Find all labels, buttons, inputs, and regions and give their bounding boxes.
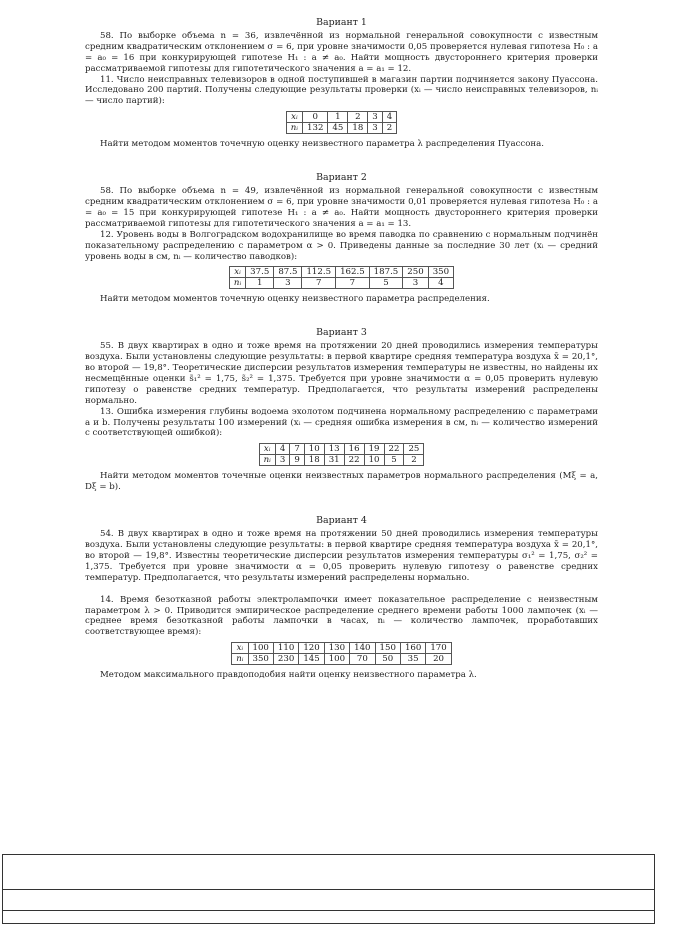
problem-text: 11. Число неисправных телевизоров в одной поступившей в магазин партии подчиняется закону Пуассона. Исследовано 200 партий. Получены следующие результаты проверки (xᵢ — число неисправных телевизоров, nᵢ — число партий):: [85, 74, 598, 107]
row-label: xᵢ: [229, 267, 245, 278]
variant-title: Вариант 3: [316, 327, 367, 339]
table-cell: 87.5: [274, 267, 302, 278]
frequency-table: [286, 111, 397, 134]
table-cell: 3: [275, 455, 289, 466]
table-cell: 140: [350, 643, 375, 654]
task-text: Найти методом моментов точечную оценку неизвестного параметра λ распределения Пуассона.: [100, 139, 544, 150]
table-cell: 70: [350, 654, 375, 665]
frequency-table: [231, 642, 452, 665]
table-cell: 7: [290, 444, 304, 455]
variant-title: Вариант 4: [316, 515, 367, 527]
table-cell: 170: [426, 643, 451, 654]
table-cell: 5: [384, 455, 404, 466]
table-cell: 1: [246, 278, 274, 289]
frequency-table-wrap: [85, 443, 598, 466]
table-cell: 130: [324, 643, 349, 654]
problem-text: 55. В двух квартирах в одно и тоже время на протяжении 20 дней проводились измерения температуры воздуха. Были установлены следующие результаты: в первой квартире средняя температура воздуха x̄ = 20,1°, во второй — 19,8°. Теоретические дисперсии результатов измерения температуры не известны, но найдены их несмещённые оценки s̃₁² = 1,75, s̃₂² = 1,375. Требуется при уровне значимости α = 0,05 проверить нулевую гипотезу о равенстве средних температур. Предполагается, что результаты измерений распределены нормально.: [85, 341, 598, 406]
variant-4: [85, 516, 598, 681]
footer-divider: [3, 889, 654, 890]
frequency-table-wrap: [85, 111, 598, 134]
row-label: nᵢ: [229, 278, 245, 289]
problem-text: 54. В двух квартирах в одно и тоже время на протяжении 50 дней проводились измерения температуры воздуха. Были установлены следующие результаты: в первой квартире средняя температура воздуха x̄ = 20,1°, во второй — 19,8°. Известны теоретические дисперсии результатов измерения температуры σ₁² = 1,75, σ₂² = 1,375. Требуется при уровне значимости α = 0,05 проверить нулевую гипотезу о равенстве средних температур. Предполагается, что результаты измерений распределены нормально.: [85, 529, 598, 583]
row-label: nᵢ: [232, 654, 248, 665]
problem-text: 12. Уровень воды в Волгоградском водохранилище во время паводка по сравнению с нормальным подчинён показательному распределению с параметром α > 0. Приведены данные за последние 30 лет (xᵢ — средний уровень воды в см, nᵢ — количество паводков):: [85, 229, 598, 262]
variant-3: [85, 328, 598, 493]
table-cell: 35: [400, 654, 425, 665]
footer-box: [2, 854, 655, 924]
table-row-x: [232, 643, 452, 654]
table-cell: 162.5: [336, 267, 370, 278]
document-page: [85, 18, 598, 681]
footer-divider: [3, 910, 654, 911]
table-cell: 230: [273, 654, 298, 665]
table-cell: 350: [248, 654, 273, 665]
table-cell: 5: [369, 278, 403, 289]
row-label: xᵢ: [259, 444, 275, 455]
table-row-n: [259, 455, 424, 466]
table-cell: 4: [275, 444, 289, 455]
table-cell: 16: [344, 444, 364, 455]
frequency-table: [229, 266, 454, 289]
frequency-table-wrap: [85, 266, 598, 289]
table-cell: 112.5: [302, 267, 336, 278]
frequency-table: [259, 443, 425, 466]
table-row-x: [286, 112, 396, 123]
table-row-n: [286, 123, 396, 134]
problem-text: 58. По выборке объема n = 36, извлечённой из нормальной генеральной совокупности с известным средним квадратическим отклонением σ = 6, при уровне значимости 0,05 проверяется нулевая гипотеза H₀ : a = a₀ = 16 при конкурирующей гипотезе H₁ : a ≠ a₀. Найти мощность двустороннего критерия проверки рассматриваемой гипотезы для гипотетического значения a = a₁ = 12.: [85, 30, 598, 74]
table-cell: 3: [403, 278, 428, 289]
table-row-n: [232, 654, 452, 665]
row-label: xᵢ: [286, 112, 302, 123]
frequency-table-wrap: [85, 642, 598, 665]
table-row-x: [259, 444, 424, 455]
row-label: nᵢ: [259, 455, 275, 466]
table-cell: 3: [274, 278, 302, 289]
table-cell: 2: [404, 455, 424, 466]
row-label: xᵢ: [232, 643, 248, 654]
table-cell: 145: [299, 654, 324, 665]
task-text: Найти методом моментов точечную оценку неизвестного параметра распределения.: [100, 294, 490, 305]
table-cell: 10: [364, 455, 384, 466]
table-cell: 2: [348, 112, 368, 123]
table-cell: 2: [382, 123, 396, 134]
table-cell: 132: [303, 123, 328, 134]
table-cell: 160: [400, 643, 425, 654]
table-cell: 350: [428, 267, 453, 278]
table-cell: 20: [426, 654, 451, 665]
table-cell: 13: [324, 444, 344, 455]
table-cell: 31: [324, 455, 344, 466]
table-cell: 10: [304, 444, 324, 455]
table-cell: 22: [344, 455, 364, 466]
table-cell: 50: [375, 654, 400, 665]
variant-1: [85, 18, 598, 150]
table-cell: 18: [348, 123, 368, 134]
table-cell: 19: [364, 444, 384, 455]
table-cell: 9: [290, 455, 304, 466]
row-label: nᵢ: [286, 123, 302, 134]
table-cell: 18: [304, 455, 324, 466]
task-text: Найти методом моментов точечные оценки неизвестных параметров нормального распределения (Mξ = a, Dξ = b).: [85, 471, 598, 493]
table-cell: 120: [299, 643, 324, 654]
table-cell: 0: [303, 112, 328, 123]
table-cell: 25: [404, 444, 424, 455]
variant-title: Вариант 2: [316, 172, 367, 184]
table-cell: 150: [375, 643, 400, 654]
table-cell: 45: [328, 123, 348, 134]
variant-title: Вариант 1: [316, 17, 367, 28]
table-cell: 3: [368, 123, 382, 134]
problem-text: 58. По выборке объема n = 49, извлечённой из нормальной генеральной совокупности с известным средним квадратическим отклонением σ = 6, при уровне значимости 0,01 проверяется нулевая гипотеза H₀ : a = a₀ = 15 при конкурирующей гипотезе H₁ : a ≠ a₀. Найти мощность двустороннего критерия проверки рассматриваемой гипотезы для гипотетического значения a = a₁ = 13.: [85, 186, 598, 229]
table-cell: 37.5: [246, 267, 274, 278]
table-cell: 4: [428, 278, 453, 289]
table-cell: 7: [336, 278, 370, 289]
problem-text: 14. Время безотказной работы электролампочки имеет показательное распределение с неизвестным параметром λ > 0. Приводится эмпирическое распределение среднего времени работы 1000 лампочек (xᵢ — среднее время безотказной работы лампочки в часах, nᵢ — количество лампочек, проработавших соответствующее время):: [85, 594, 598, 638]
table-cell: 100: [324, 654, 349, 665]
table-row-x: [229, 267, 453, 278]
table-cell: 100: [248, 643, 273, 654]
table-row-n: [229, 278, 453, 289]
table-cell: 187.5: [369, 267, 403, 278]
table-cell: 250: [403, 267, 428, 278]
table-cell: 22: [384, 444, 404, 455]
table-cell: 3: [368, 112, 382, 123]
task-text: Методом максимального правдоподобия найти оценку неизвестного параметра λ.: [100, 670, 477, 681]
table-cell: 1: [328, 112, 348, 123]
table-cell: 4: [382, 112, 396, 123]
variant-2: [85, 173, 598, 305]
table-cell: 110: [273, 643, 298, 654]
table-cell: 7: [302, 278, 336, 289]
problem-text: 13. Ошибка измерения глубины водоема эхолотом подчинена нормальному распределению с параметрами a и b. Получены результаты 100 измерений (xᵢ — средняя ошибка измерения в см, nᵢ — количество измерений с соответствующей ошибкой):: [85, 406, 598, 439]
